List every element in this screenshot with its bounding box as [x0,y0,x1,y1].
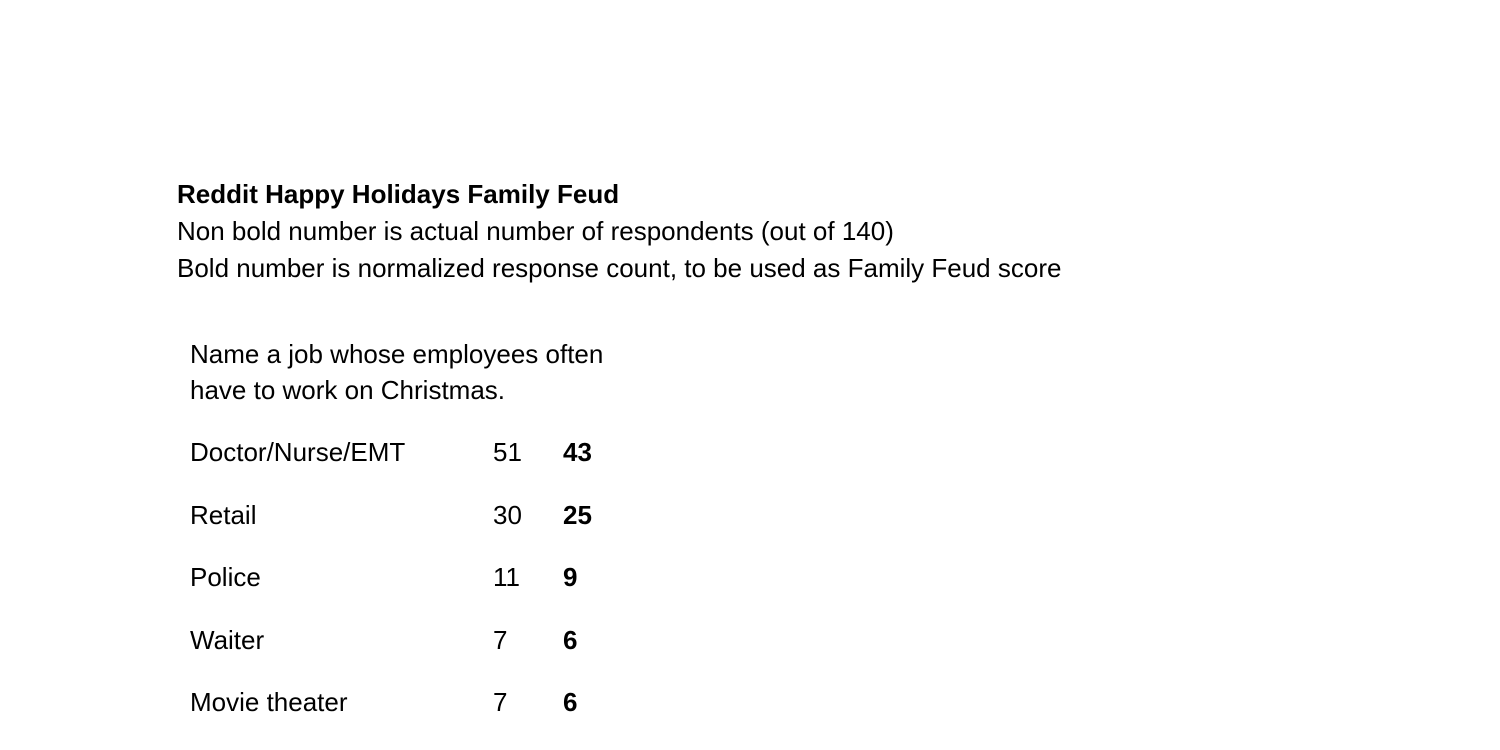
answer-label: Police [190,562,261,592]
question-text [190,336,603,408]
family-feud-score: 6 [563,687,578,717]
document-header [177,176,1061,287]
respondent-count: 7 [493,687,508,717]
family-feud-score: 6 [563,624,578,655]
respondent-count: 11 [493,562,520,592]
answer-label: Doctor/Nurse/EMT [190,437,406,467]
answer-label: Movie theater [190,687,348,717]
respondent-count: 51 [493,437,522,467]
family-feud-score: 25 [563,499,592,530]
question-line: Name a job whose employees often [190,339,604,369]
respondent-count: 7 [493,624,508,655]
score-note: Bold number is normalized response count, to be used as Family Feud score [177,253,1062,283]
respondent-count: 30 [493,499,522,530]
page-title: Reddit Happy Holidays Family Feud [177,179,620,209]
family-feud-score: 9 [563,562,578,592]
answer-label: Retail [190,499,257,530]
family-feud-score: 43 [563,437,592,467]
question-line: have to work on Christmas. [190,375,506,405]
respondents-note: Non bold number is actual number of respondents (out of 140) [177,216,894,246]
answer-label: Waiter [190,624,265,655]
